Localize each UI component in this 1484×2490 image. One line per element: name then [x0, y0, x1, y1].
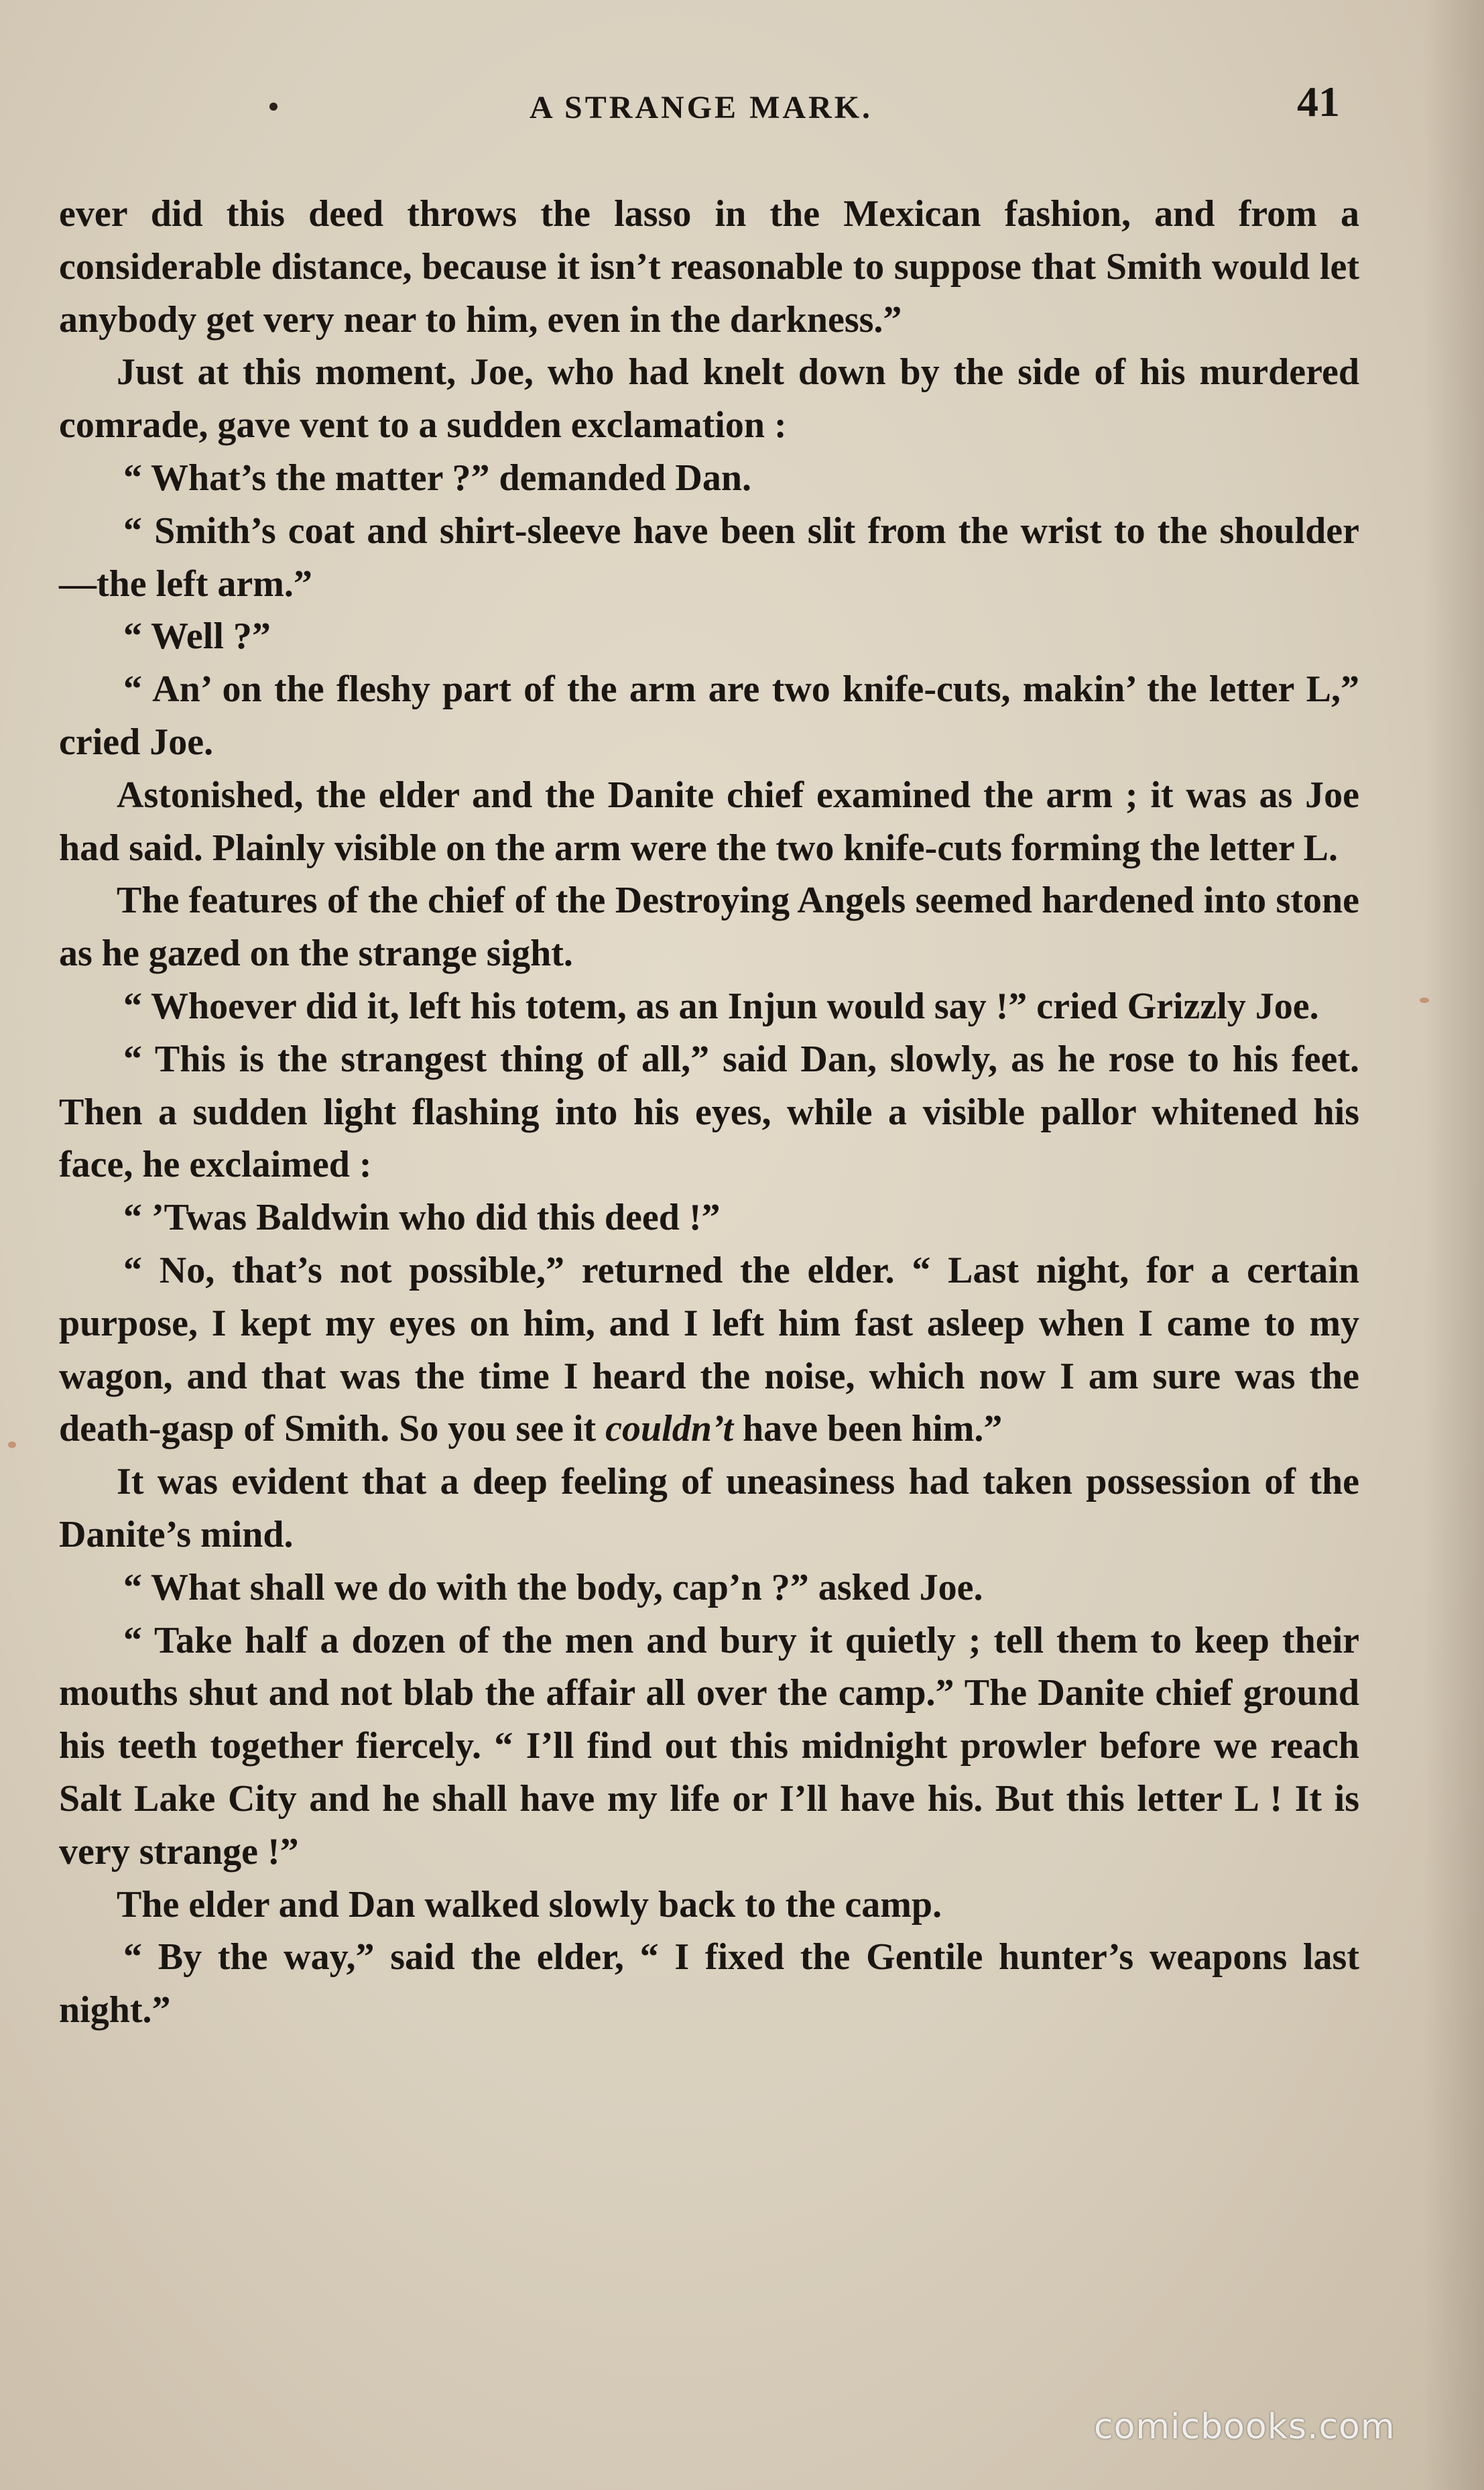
paragraph-with-emphasis	[59, 1244, 1359, 1456]
paragraph: “ This is the strangest thing of all,” said Dan, slowly, as he rose to his feet. Then a sudden light flashing into his eyes, while a visible pallor whitened his face, he exclaimed :	[59, 1038, 1359, 1186]
paragraph: “ What shall we do with the body, cap’n ?” asked Joe.	[123, 1566, 983, 1608]
emphasized-word: couldn’t	[605, 1408, 734, 1450]
paragraph: “ Well ?”	[123, 615, 271, 658]
paragraph-text-before: “ No, that’s not possible,” returned the elder. “ Last night, for a certain purpose, I kept my eyes on him, and I left him fast asleep when I came to my wagon, and that was the time I heard the noise, which now I am sure was the death-gasp of Smith. So you see it	[59, 1249, 1359, 1450]
paragraph: “ Smith’s coat and shirt-sleeve have been slit from the wrist to the shoulder—the left arm.”	[59, 510, 1359, 605]
paragraph-text-after: have been him.”	[733, 1408, 1003, 1450]
watermark-text: comicbooks.com	[1094, 2407, 1396, 2447]
paragraph: Astonished, the elder and the Danite chief examined the arm ; it was as Joe had said. Plainly visible on the arm were the two knife-cuts forming the letter L.	[59, 774, 1359, 869]
page-edge-shadow	[1424, 0, 1484, 2490]
paragraph: The elder and Dan walked slowly back to the camp.	[117, 1883, 942, 1925]
paper-speck	[1420, 998, 1429, 1003]
paper-speck	[8, 1441, 16, 1448]
running-title: A STRANGE MARK.	[530, 90, 873, 125]
paragraph: The features of the chief of the Destroying Angels seemed hardened into stone as he gazed on the strange sight.	[59, 880, 1359, 975]
paragraph: “ ’Twas Baldwin who did this deed !”	[123, 1197, 721, 1239]
paragraph: Just at this moment, Joe, who had knelt down by the side of his murdered comrade, gave vent to a sudden exclamation :	[59, 351, 1359, 447]
paragraph: “ By the way,” said the elder, “ I fixed the Gentile hunter’s weapons last night.”	[59, 1936, 1359, 2031]
paragraph: ever did this deed throws the lasso in the Mexican fashion, and from a considerable distance, because it isn’t reasonable to suppose that Smith would let anybody get very near to him, even in the darkness.”	[59, 193, 1359, 341]
paragraph: “ An’ on the fleshy part of the arm are two knife-cuts, makin’ the letter L,” cried Joe.	[59, 668, 1359, 763]
paragraph: “ Whoever did it, left his totem, as an Injun would say !” cried Grizzly Joe.	[123, 985, 1319, 1027]
page-header	[0, 70, 1484, 131]
chapter-text	[59, 188, 1359, 2037]
page-number: 41	[1297, 78, 1340, 125]
header-ornament-dot	[269, 103, 277, 111]
paragraph: “ What’s the matter ?” demanded Dan.	[123, 457, 751, 499]
paragraph: “ Take half a dozen of the men and bury it quietly ; tell them to keep their mouths shut and not blab the affair all over the camp.” The Danite chief ground his teeth together fiercely. “ I’ll find out this midnight prowler before we reach Salt Lake City and he shall have my life or I’ll have his. But this letter L ! It is very strange !”	[59, 1619, 1359, 1873]
paragraph: It was evident that a deep feeling of uneasiness had taken possession of the Danite’s mind.	[59, 1461, 1359, 1555]
